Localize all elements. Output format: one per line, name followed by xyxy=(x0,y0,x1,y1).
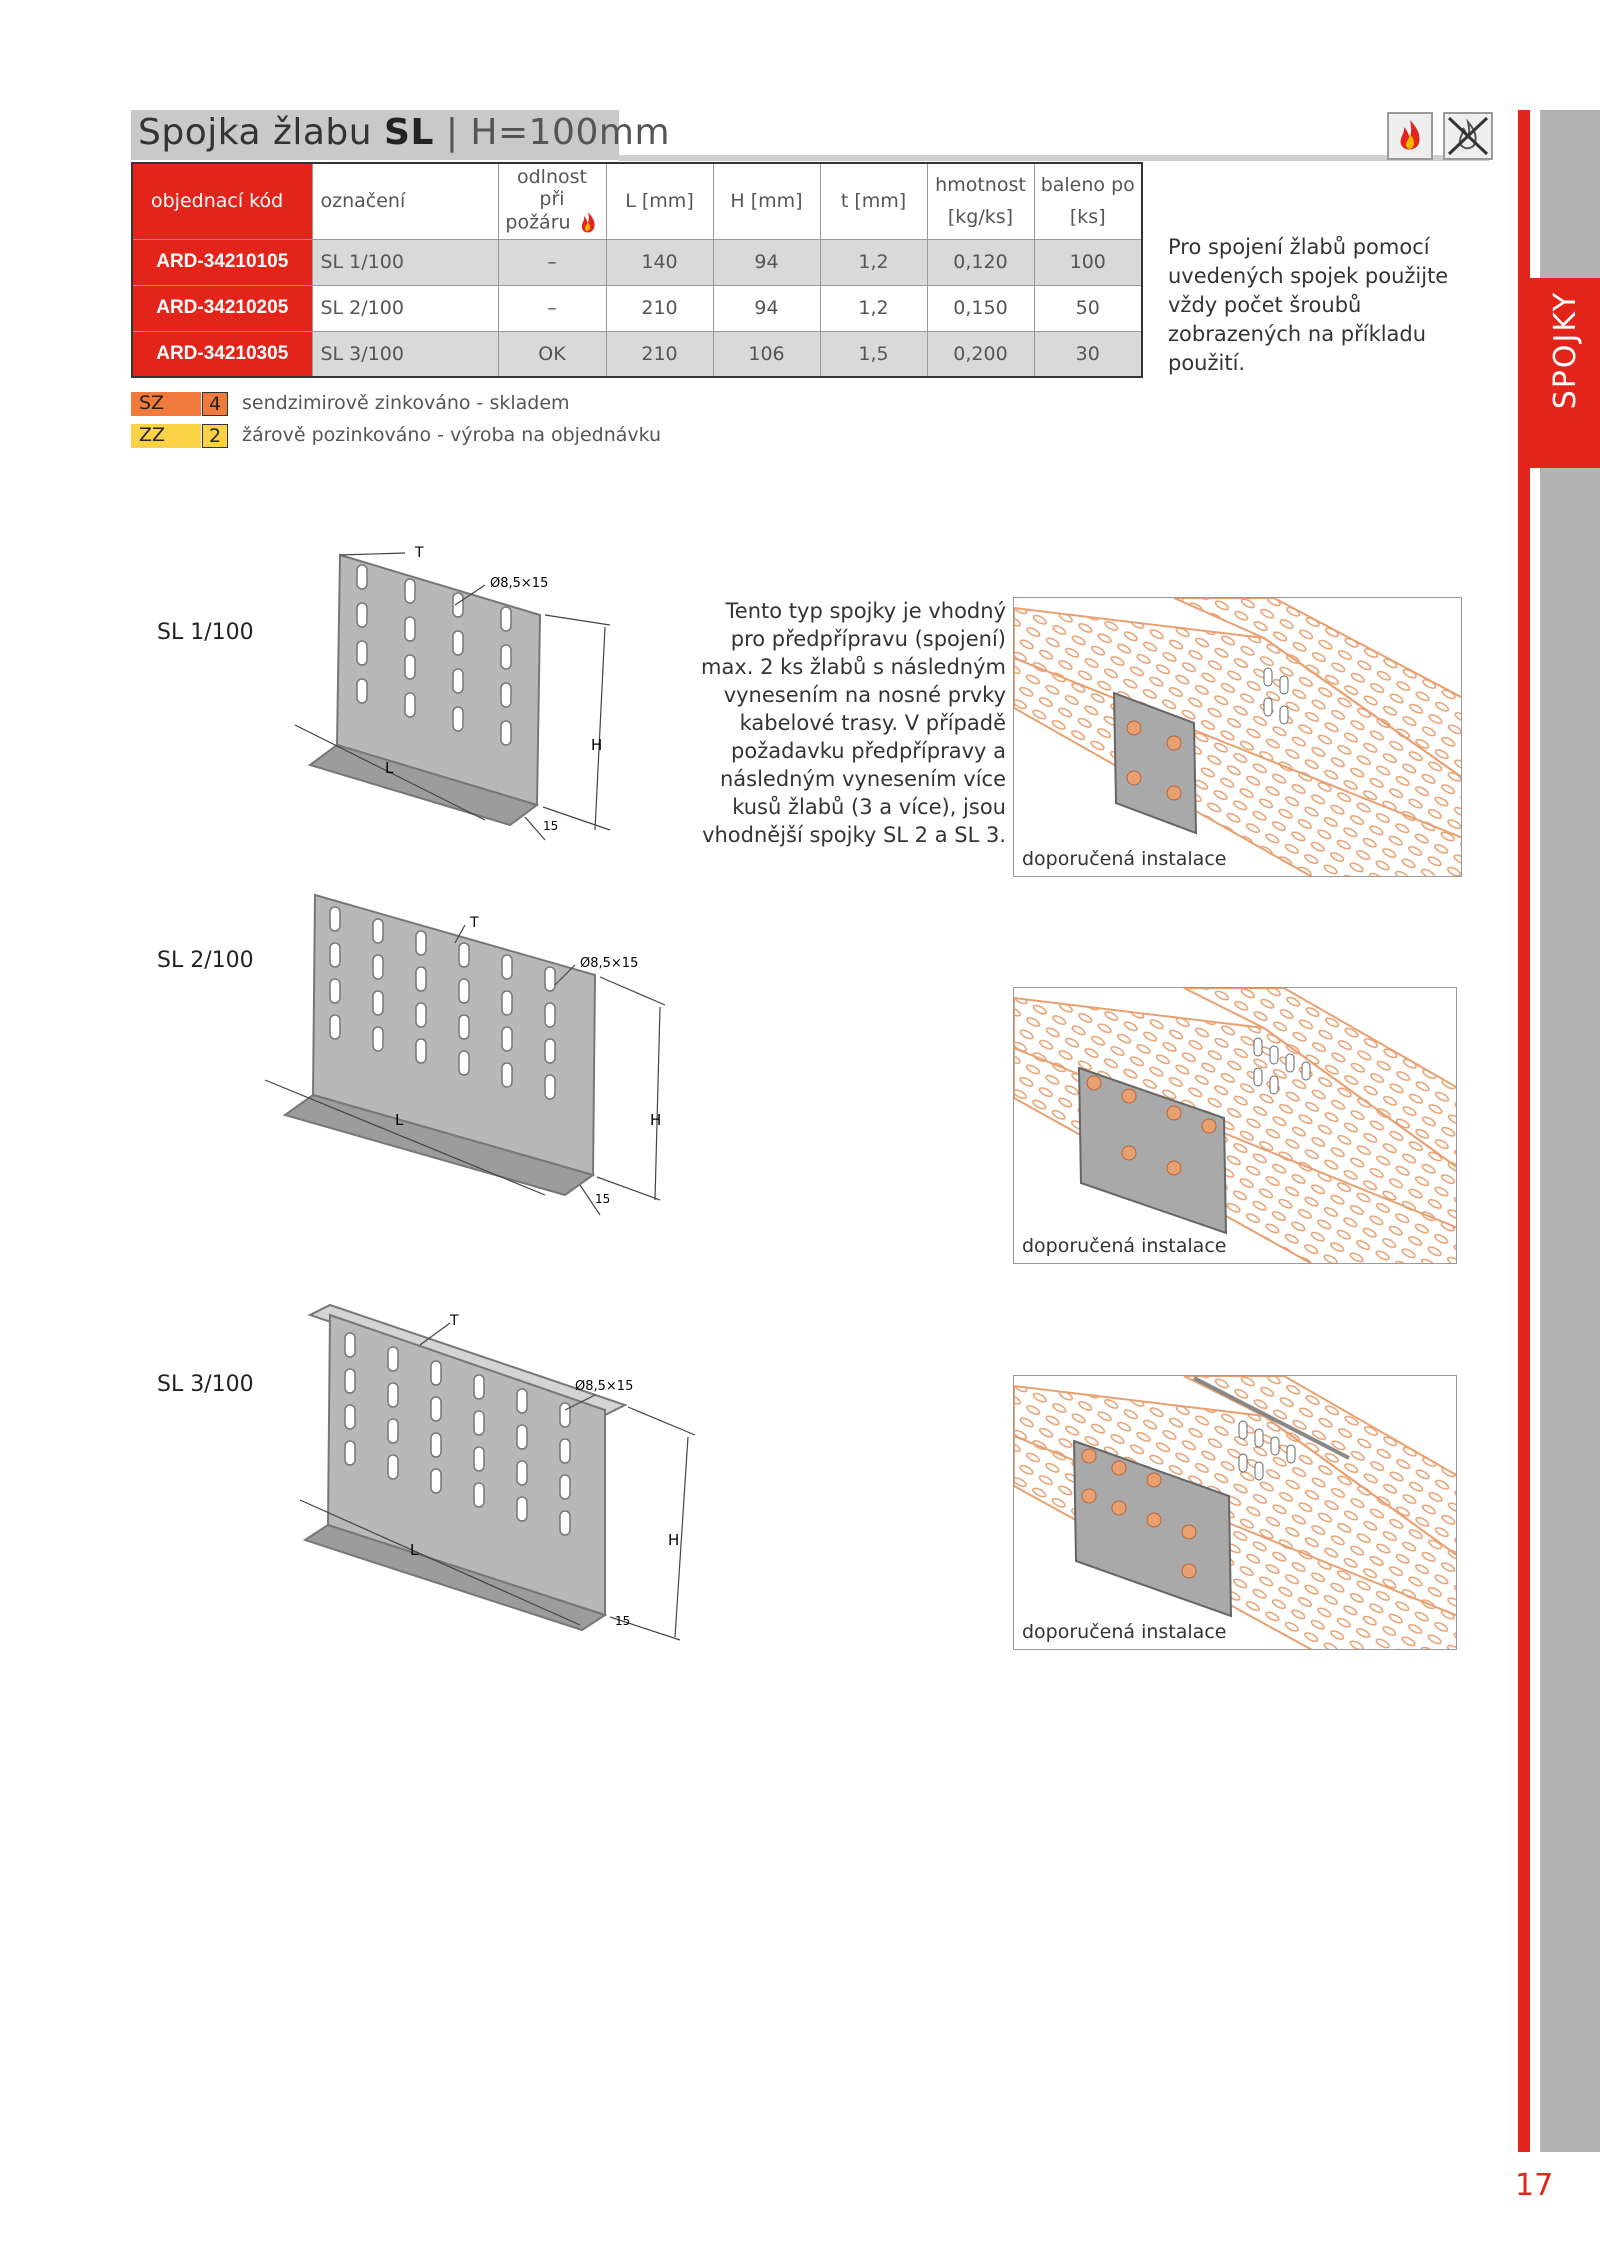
legend-code: SZ xyxy=(131,392,201,416)
table-row xyxy=(132,285,1142,331)
install-image-sl3 xyxy=(1013,1375,1457,1650)
legend-text: žárově pozinkováno - výroba na objednávku xyxy=(242,424,662,446)
dim-label: L xyxy=(410,1541,419,1559)
page-title: Spojka žlabu SL | H=100mm xyxy=(138,112,671,153)
header-fire: odlnost při požáru xyxy=(498,163,606,239)
dim-label: 15 xyxy=(543,819,559,833)
legend-code: ZZ xyxy=(131,424,201,448)
header-designation: označení xyxy=(312,163,498,239)
dim-label: Ø8,5×15 xyxy=(575,1379,634,1394)
header-height: H [mm] xyxy=(713,163,820,239)
dim-label: T xyxy=(415,545,424,561)
row-height: 106 xyxy=(713,331,820,377)
row-thickness: 1,2 xyxy=(820,285,927,331)
dim-label: H xyxy=(668,1531,680,1549)
product-label: SL 1/100 xyxy=(157,620,254,645)
dim-label: T xyxy=(470,915,479,931)
dim-label: 15 xyxy=(615,1614,631,1628)
row-fire: – xyxy=(498,239,606,285)
title-underline xyxy=(619,155,1489,161)
dim-label: Ø8,5×15 xyxy=(580,956,639,971)
dim-label: H xyxy=(591,736,603,754)
row-weight: 0,150 xyxy=(927,285,1034,331)
row-length: 140 xyxy=(606,239,713,285)
product-label: SL 3/100 xyxy=(157,1372,254,1397)
header-weight: hmotnost [kg/ks] xyxy=(927,163,1034,239)
row-pack: 30 xyxy=(1034,331,1142,377)
row-height: 94 xyxy=(713,285,820,331)
row-designation: SL 1/100 xyxy=(312,239,498,285)
header-code: objednací kód xyxy=(132,163,312,239)
row-code: ARD-34210305 xyxy=(132,331,312,377)
dim-label: L xyxy=(385,759,394,777)
dim-label: Ø8,5×15 xyxy=(490,576,549,591)
dim-label: 15 xyxy=(595,1192,611,1206)
legend-text: sendzimirově zinkováno - skladem xyxy=(242,392,570,414)
table-row xyxy=(132,331,1142,377)
dim-label: T xyxy=(450,1313,459,1329)
row-designation: SL 3/100 xyxy=(312,331,498,377)
row-length: 210 xyxy=(606,331,713,377)
drawing-sl3 xyxy=(300,1285,710,1645)
install-caption: doporučená instalace xyxy=(1022,1235,1227,1257)
header-thickness: t [mm] xyxy=(820,163,927,239)
side-note: Pro spojení žlabů pomocí uvedených spojek použijte vždy počet šroubů zobrazených na příkladu použití. xyxy=(1168,235,1449,375)
legend-num: 2 xyxy=(202,424,228,448)
row-fire: OK xyxy=(498,331,606,377)
section-tab-label: SPOJKY xyxy=(1548,290,1583,410)
row-designation: SL 2/100 xyxy=(312,285,498,331)
fire-resistant-icon xyxy=(1387,112,1433,160)
install-caption: doporučená instalace xyxy=(1022,1621,1227,1643)
install-caption: doporučená instalace xyxy=(1022,848,1227,870)
row-thickness: 1,5 xyxy=(820,331,927,377)
drawing-sl2 xyxy=(255,885,675,1225)
header-pack: baleno po [ks] xyxy=(1034,163,1142,239)
description: Tento typ spojky je vhodný pro předpřípravu (spojení) max. 2 ks žlabů s následným vynesením na nosné prvky kabelové trasy. V případě požadavku předpřípravy a následným vynesením více kusů žlabů (3 a více), jsou vhodnější spojky SL 2 a SL 3. xyxy=(701,599,1006,847)
install-image-sl2 xyxy=(1013,987,1457,1264)
side-band-red xyxy=(1518,110,1530,2152)
fire-icon xyxy=(577,210,599,236)
drawing-sl1 xyxy=(285,545,640,845)
page-number: 17 xyxy=(1515,2168,1554,2203)
row-pack: 50 xyxy=(1034,285,1142,331)
install-image-sl1 xyxy=(1013,597,1462,877)
row-pack: 100 xyxy=(1034,239,1142,285)
row-height: 94 xyxy=(713,239,820,285)
row-fire: – xyxy=(498,285,606,331)
table-row xyxy=(132,239,1142,285)
non-fire-resistant-icon xyxy=(1443,112,1493,160)
dim-label: L xyxy=(395,1111,404,1129)
table-header-row xyxy=(132,163,1142,239)
product-label: SL 2/100 xyxy=(157,948,254,973)
header-length: L [mm] xyxy=(606,163,713,239)
row-weight: 0,120 xyxy=(927,239,1034,285)
row-code: ARD-34210205 xyxy=(132,285,312,331)
row-code: ARD-34210105 xyxy=(132,239,312,285)
row-thickness: 1,2 xyxy=(820,239,927,285)
row-weight: 0,200 xyxy=(927,331,1034,377)
spec-table xyxy=(131,162,1143,378)
legend-num: 4 xyxy=(202,392,228,416)
row-length: 210 xyxy=(606,285,713,331)
dim-label: H xyxy=(650,1111,662,1129)
